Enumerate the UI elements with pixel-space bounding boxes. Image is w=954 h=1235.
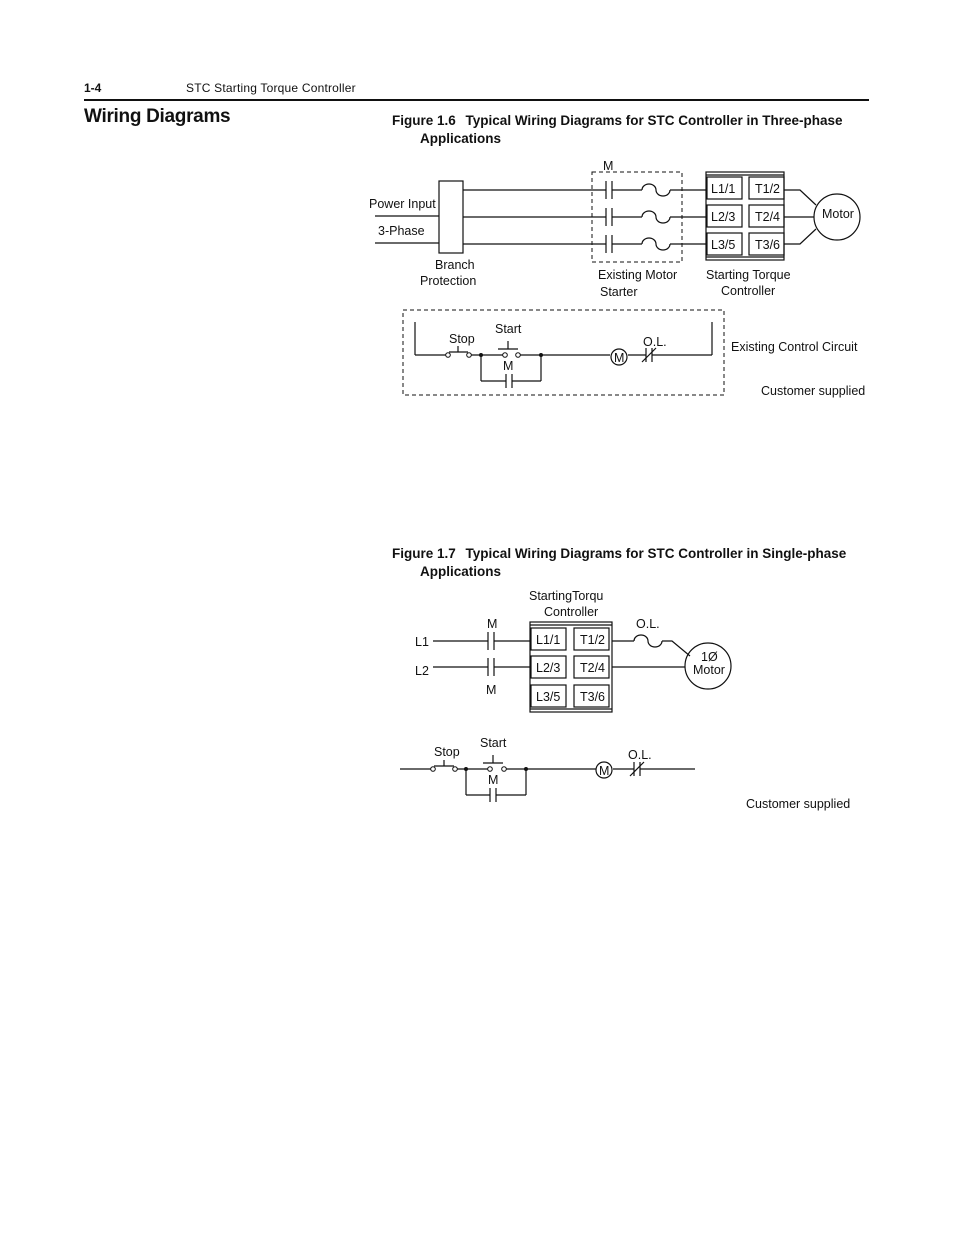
branch-label: Branch [435, 258, 475, 272]
single-phase-wires [433, 632, 690, 676]
terminal-l1-label: L1/1 [711, 182, 736, 196]
figure-1-6-diagram [369, 159, 865, 398]
single-motor-label-line1: 1Ø [701, 650, 718, 664]
running-header-title: STC Starting Torque Controller [186, 81, 356, 95]
starter-overload-heaters [642, 184, 707, 250]
figure-1-6-number: Figure 1.6 [392, 113, 456, 128]
l2-label: L2 [415, 664, 429, 678]
overload-label: O.L. [643, 335, 667, 349]
existing-control-label: Existing Control Circuit [731, 340, 858, 354]
single-terminal-l2-label: L2/3 [536, 661, 561, 675]
single-overload-label: O.L. [628, 748, 652, 762]
motor-label: Motor [822, 207, 854, 221]
figure-1-7-caption-line1: Typical Wiring Diagrams for STC Controller in Single-phase [465, 546, 847, 561]
page-number: 1-4 [84, 81, 102, 95]
single-aux-contact-label: M [488, 773, 499, 787]
stc-label-line1: Starting Torque [706, 268, 791, 282]
aux-contact-label: M [503, 359, 514, 373]
terminal-l2-label: L2/3 [711, 210, 736, 224]
stop-label: Stop [449, 332, 475, 346]
single-stop-label: Stop [434, 745, 460, 759]
figure-1-7-number: Figure 1.7 [392, 546, 456, 561]
terminal-t1-label: T1/2 [755, 182, 781, 196]
single-terminal-l3-label: L3/5 [536, 690, 561, 704]
single-control-circuit-wires [400, 755, 695, 802]
stc-single-label-line2: Controller [544, 605, 599, 619]
stc-label-line2: Controller [721, 284, 776, 298]
single-terminal-t3-label: T3/6 [580, 690, 606, 704]
starter-contactor-label: M [603, 159, 614, 173]
phase-wires [463, 190, 606, 244]
starter-label: Starter [600, 285, 638, 299]
protection-label: Protection [420, 274, 477, 288]
customer-supplied-label: Customer supplied [761, 384, 866, 398]
branch-protection-box [439, 181, 463, 253]
single-terminal-t1-label: T1/2 [580, 633, 606, 647]
terminal-t3-label: T3/6 [755, 238, 781, 252]
single-terminal-l1-label: L1/1 [536, 633, 561, 647]
figure-1-6-caption-line1: Typical Wiring Diagrams for STC Controller in Three-phase [465, 113, 843, 128]
terminal-t2-label: T2/4 [755, 210, 781, 224]
figure-1-6-caption-line2: Applications [420, 131, 502, 146]
start-label: Start [495, 322, 522, 336]
figure-1-7-diagram [400, 589, 850, 811]
single-motor-label-line2: Motor [693, 663, 725, 677]
three-phase-label: 3-Phase [378, 224, 425, 238]
single-terminal-t2-label: T2/4 [580, 661, 606, 675]
terminal-l3-label: L3/5 [711, 238, 736, 252]
starter-contacts [606, 181, 642, 253]
overload-top-label: O.L. [636, 617, 660, 631]
stc-single-label-line1: StartingTorqu [529, 589, 604, 603]
existing-motor-label: Existing Motor [598, 268, 678, 282]
single-customer-supplied-label: Customer supplied [746, 797, 851, 811]
figure-1-7-caption-line2: Applications [420, 564, 502, 579]
single-start-label: Start [480, 736, 507, 750]
section-heading: Wiring Diagrams [84, 106, 231, 127]
contactor-bottom-label: M [486, 683, 497, 697]
power-input-label: Power Input [369, 197, 436, 211]
single-control-coil-label: M [599, 764, 610, 778]
contactor-top-label: M [487, 617, 498, 631]
motor-wires [784, 190, 816, 244]
control-coil-label: M [614, 351, 625, 365]
l1-label: L1 [415, 635, 429, 649]
